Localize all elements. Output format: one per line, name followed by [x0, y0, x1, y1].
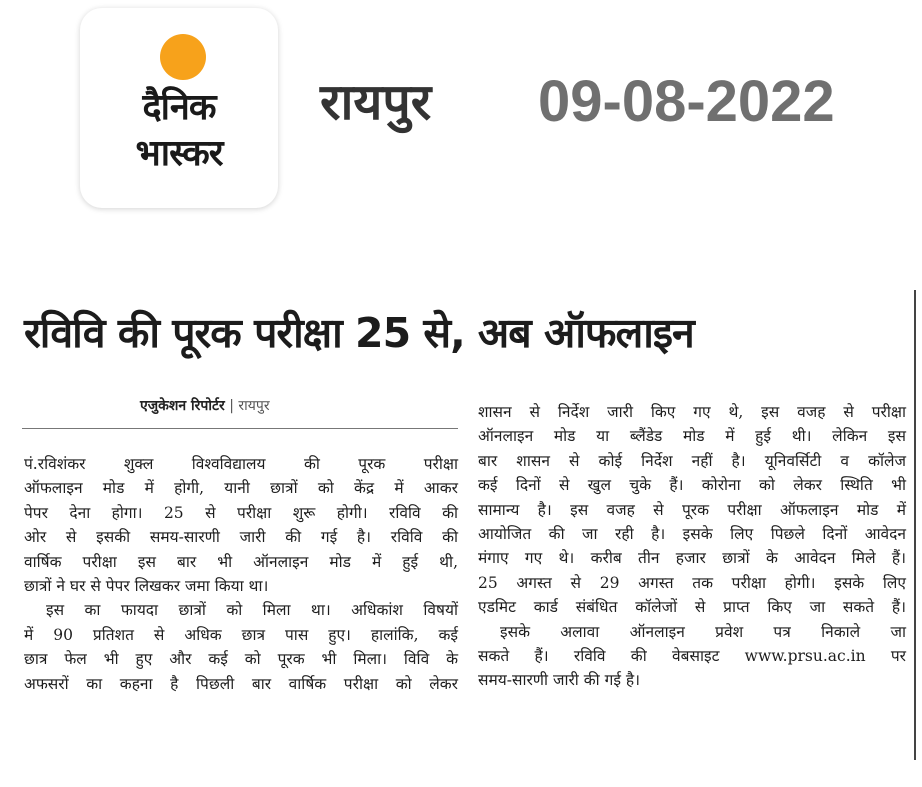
- text-line: आयोजित की जा रही है। इसके लिए पिछले दिनों आवेदन: [478, 524, 906, 543]
- text-line: ऑफलाइन मोड में होगी, यानी छात्रों को केंद्र में आकर: [24, 479, 458, 498]
- text-line: कई दिनों से खुल चुके हैं। कोरोना को लेकर स्थिति भी: [478, 476, 906, 495]
- edition-date: 09-08-2022: [538, 69, 835, 134]
- text-line: एडमिट कार्ड संबंधित कॉलेजों से प्राप्त किए जा सकते हैं।: [478, 598, 906, 617]
- text-line: छात्र फेल भी हुए और कई को पूरक भी मिला। विवि के: [24, 650, 458, 669]
- article-byline: [140, 396, 460, 416]
- text-line: इसके अलावा ऑनलाइन प्रवेश पत्र निकाले जा: [500, 622, 906, 641]
- text-line: 25 अगस्त से 29 अगस्त तक परीक्षा होगी। इसके लिए: [478, 573, 906, 592]
- byline-separator: |: [229, 398, 234, 414]
- text-line: में 90 प्रतिशत से अधिक छात्र पास हुए। हालांकि, कई: [24, 625, 458, 644]
- text-line: पेपर देना होगा। 25 से परीक्षा शुरू होगी। रविवि की: [24, 503, 458, 522]
- byline-divider: [22, 428, 458, 429]
- edition-city: रायपुर: [320, 73, 432, 131]
- column-rule: [914, 290, 916, 760]
- text-line: अफसरों का कहना है पिछली बार वार्षिक परीक्षा को लेकर: [24, 674, 458, 693]
- text-line: पं.रविशंकर शुक्ल विश्वविद्यालय की पूरक परीक्षा: [24, 455, 458, 473]
- text-line: इस का फायदा छात्रों को मिला था। अधिकांश विषयों: [46, 601, 458, 620]
- text-line: मंगाए गए थे। करीब तीन हजार छात्रों के आवेदन मिले हैं।: [478, 549, 906, 568]
- byline-place: रायपुर: [238, 398, 270, 414]
- article-column-right: [478, 400, 906, 693]
- byline-reporter: एजुकेशन रिपोर्टर: [140, 398, 225, 414]
- text-line: बार शासन से कोई निर्देश नहीं है। यूनिवर्सिटी व कॉलेज: [478, 451, 906, 470]
- article-column-left: [24, 452, 458, 696]
- sun-icon: [160, 34, 206, 80]
- text-line: समय-सारणी जारी की गई है।: [478, 671, 640, 690]
- logo-text-line2: भास्कर: [135, 133, 223, 174]
- text-line: वार्षिक परीक्षा इस बार भी ऑनलाइन मोड में हुई थी,: [24, 552, 458, 571]
- text-line: सामान्य है। इस वजह से पूरक परीक्षा ऑफलाइन मोड में: [478, 500, 906, 519]
- text-line: सकते हैं। रविवि की वेबसाइट www.prsu.ac.in पर: [478, 646, 906, 665]
- logo-text-line1: दैनिक: [142, 87, 216, 128]
- text-line: ऑनलाइन मोड या ब्लैंडेड मोड में हुई थी। लेकिन इस: [478, 427, 906, 446]
- text-line: छात्रों ने घर से पेपर लिखकर जमा किया था।: [24, 576, 269, 595]
- text-line: ओर से इसकी समय-सारणी जारी की गई है। रविवि की: [24, 528, 458, 547]
- text-line: शासन से निर्देश जारी किए गए थे, इस वजह से परीक्षा: [478, 403, 906, 421]
- article-headline: रविवि की पूरक परीक्षा 25 से, अब ऑफलाइन: [24, 309, 694, 357]
